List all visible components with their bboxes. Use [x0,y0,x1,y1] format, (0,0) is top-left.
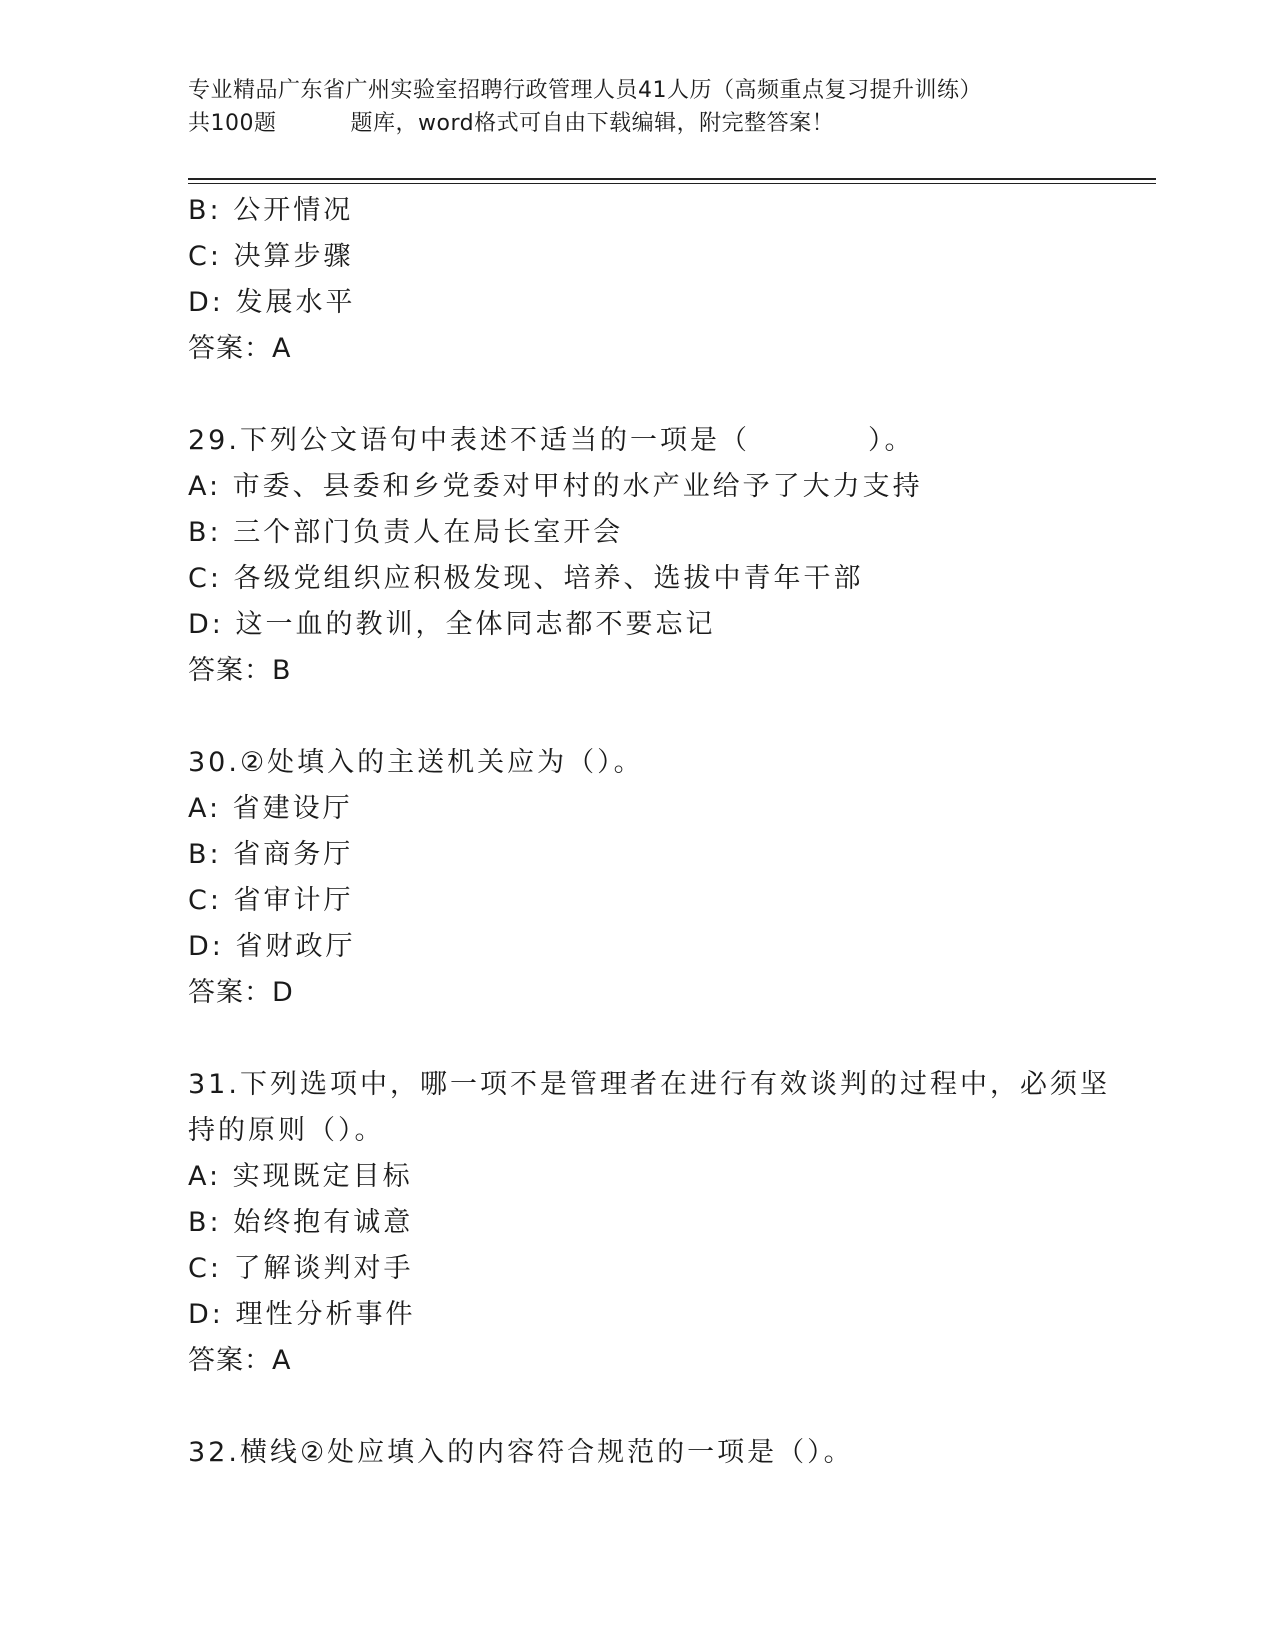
q28-option-c: C: 决算步骤 [188,241,354,272]
header-subtitle-line [188,107,1088,140]
q29-option-d: D: 这一血的教训，全体同志都不要忘记 [188,609,716,640]
header-question-count: 共100题 [188,111,277,136]
q29-stem [188,418,1088,464]
q31-answer: 答案：A [188,1345,292,1376]
q29-option-b: B: 三个部门负责人在局长室开会 [188,517,624,548]
q29-option-c: C: 各级党组织应积极发现、培养、选拔中青年干部 [188,563,864,594]
q30-option-a: A: 省建设厅 [188,793,353,824]
q28-option-d: D: 发展水平 [188,287,356,318]
header-title-line: 专业精品广东省广州实验室招聘行政管理人员41人历（高频重点复习提升训练） [188,78,982,103]
header-format-note: 题库，word格式可自由下载编辑，附完整答案！ [350,111,835,136]
q31-option-b: B: 始终抱有诚意 [188,1207,414,1238]
q28-answer: 答案：A [188,333,292,364]
q31-stem-line-1: 31.下列选项中，哪一项不是管理者在进行有效谈判的过程中，必须坚 [188,1069,1110,1100]
q32-stem: 32.横线②处应填入的内容符合规范的一项是（）。 [188,1437,854,1468]
question-32 [188,1430,1088,1476]
header-divider-thick [188,178,1156,180]
question-30 [188,740,1088,1016]
q30-option-c: C: 省审计厅 [188,885,354,916]
q31-stem-line-2: 持的原则（）。 [188,1115,385,1146]
question-31 [188,1062,1110,1384]
q31-option-d: D: 理性分析事件 [188,1299,416,1330]
header-divider-thin [188,183,1156,184]
q30-answer: 答案：D [188,977,294,1008]
question-29 [188,418,1088,694]
question-content [188,188,1110,1476]
question-28-continued [188,188,1088,372]
document-header [188,74,1088,140]
q30-stem: 30.②处填入的主送机关应为（）。 [188,747,644,778]
q30-option-d: D: 省财政厅 [188,931,356,962]
q30-option-b: B: 省商务厅 [188,839,354,870]
q31-option-a: A: 实现既定目标 [188,1161,413,1192]
q31-option-c: C: 了解谈判对手 [188,1253,414,1284]
q29-stem-start: 29.下列公文语句中表述不适当的一项是（ [188,425,750,456]
q29-answer: 答案：B [188,655,292,686]
q29-option-a: A: 市委、县委和乡党委对甲村的水产业给予了大力支持 [188,471,923,502]
q28-option-b: B: 公开情况 [188,195,354,226]
q29-stem-end: ）。 [867,425,915,456]
